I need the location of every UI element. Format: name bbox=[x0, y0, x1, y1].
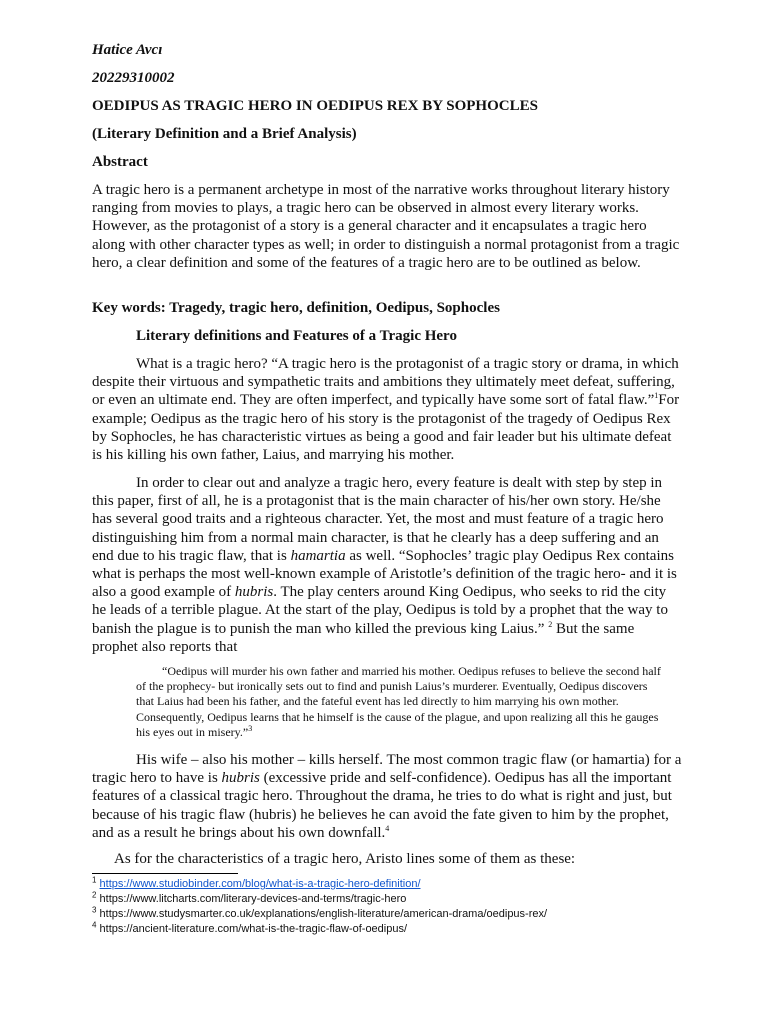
author-name: Hatice Avcı bbox=[92, 42, 163, 58]
paper-title: OEDIPUS AS TRAGIC HERO IN OEDIPUS REX BY SOPHOCLES bbox=[92, 98, 538, 114]
abstract-heading: Abstract bbox=[92, 154, 148, 170]
paragraph-2: In order to clear out and analyze a tragic hero, every feature is dealt with step by step in this paper, first of all, he is a protagonist that is the main character of his/her own story. He/she has several good traits and a righteous character. Yet, the most and must feature of a tragic hero distinguishing him from a normal main character, is that he clearly has a deep suffering and an end due to his tragic flaw, that is hamartia as well. “Sophocles’ tragic play Oedipus Rex contains what is perhaps the most well-known example of Aristotle’s definition of the tragic hero- and it is also a good example of hubris. The play centers around King Oedipus, who seeks to rid the city he leads of a terrible plague. At the start of the play, Oedipus is told by a prophet that the way to banish the plague is to punish the man who killed the previous king Laius.” $^2$ But the same prophet also reports that bbox=[92, 475, 677, 655]
footnote-ref-4[interactable]: 4 bbox=[385, 823, 390, 833]
footnote-ref-1[interactable]: 1 bbox=[654, 391, 659, 401]
footnote-separator bbox=[92, 873, 238, 874]
footnote-text: https://ancient-literature.com/what-is-the-tragic-flaw-of-oedipus/ bbox=[99, 923, 408, 935]
section-heading: Literary definitions and Features of a Tragic Hero bbox=[136, 328, 457, 344]
footnote-2: $^2$ https://www.litcharts.com/literary-devices-and-terms/tragic-hero bbox=[92, 890, 407, 905]
footnote-1: $^1$ https://www.studiobinder.com/blog/what-is-a-tragic-hero-definition/ bbox=[92, 875, 421, 890]
block-quote: “Oedipus will murder his own father and married his mother. Oedipus refuses to believe the second half of the prophecy- but ironically sets out to find and punish Laius’s murderer. Eventually, Oedipus discovers that Laius had been his father, and the fateful event has led directly to him marrying his own mother. Consequently, Oedipus learns that he himself is the cause of the plague, and upon realizing all this he gauges his eyes out in misery.”$^3$ bbox=[136, 664, 661, 739]
paragraph-1: What is a tragic hero? “A tragic hero is the protagonist of a tragic story or drama, in which despite their virtuous and sympathetic traits and ambitions they ultimately meet defeat, suffering, or even an ultimate end. They are often imperfect, and typically have some sort of fatal flaw.”$^1$For example; Oedipus as the tragic hero of his story is the protagonist of the tragedy of Oedipus Rex by Sophocles, he has characteristic virtues as being a good and fair leader but his ultimate defeat is his killing his own father, Laius, and marrying his mother. bbox=[92, 356, 680, 464]
footnote-ref-2[interactable]: 2 bbox=[548, 619, 553, 629]
footnote-4: $^4$ https://ancient-literature.com/what-is-the-tragic-flaw-of-oedipus/ bbox=[92, 920, 408, 935]
student-id: 20229310002 bbox=[92, 70, 175, 86]
paper-subtitle: (Literary Definition and a Brief Analysis) bbox=[92, 126, 357, 142]
keywords: Key words: Tragedy, tragic hero, definition, Oedipus, Sophocles bbox=[92, 300, 500, 316]
footnote-link[interactable]: https://www.studiobinder.com/blog/what-is-a-tragic-hero-definition/ bbox=[99, 878, 421, 890]
footnote-text: https://www.studysmarter.co.uk/explanations/english-literature/american-drama/oedipus-rex/ bbox=[99, 908, 548, 920]
footnote-3: $^3$ https://www.studysmarter.co.uk/explanations/english-literature/american-drama/oedipus-rex/ bbox=[92, 905, 548, 920]
abstract-text: A tragic hero is a permanent archetype in most of the narrative works throughout literary history ranging from movies to plays, a tragic hero can be observed in almost every literary works. However, as the protagonist of a story is a general character and it encapsulates a tragic hero along with other character types as well; in order to distinguish a normal protagonist from a tragic hero, a clear definition and some of the features of a tragic hero are to be outlined as below. bbox=[92, 182, 680, 271]
footnotes bbox=[92, 877, 547, 937]
paragraph-3: His wife – also his mother – kills herself. The most common tragic flaw (or hamartia) for a tragic hero to have is hubris (excessive pride and self-confidence). Oedipus has all the important features of a classical tragic hero. Throughout the drama, he tries to do what is right and just, but because of his tragic flaw (hubris) he believes he can avoid the fate given to him by the prophet, and as a result he brings about his own downfall.$^4$ bbox=[92, 752, 682, 841]
footnote-text: https://www.litcharts.com/literary-devices-and-terms/tragic-hero bbox=[99, 893, 407, 905]
footnote-ref-3[interactable]: 3 bbox=[248, 723, 253, 733]
paragraph-4: As for the characteristics of a tragic hero, Aristo lines some of them as these: bbox=[114, 851, 576, 867]
